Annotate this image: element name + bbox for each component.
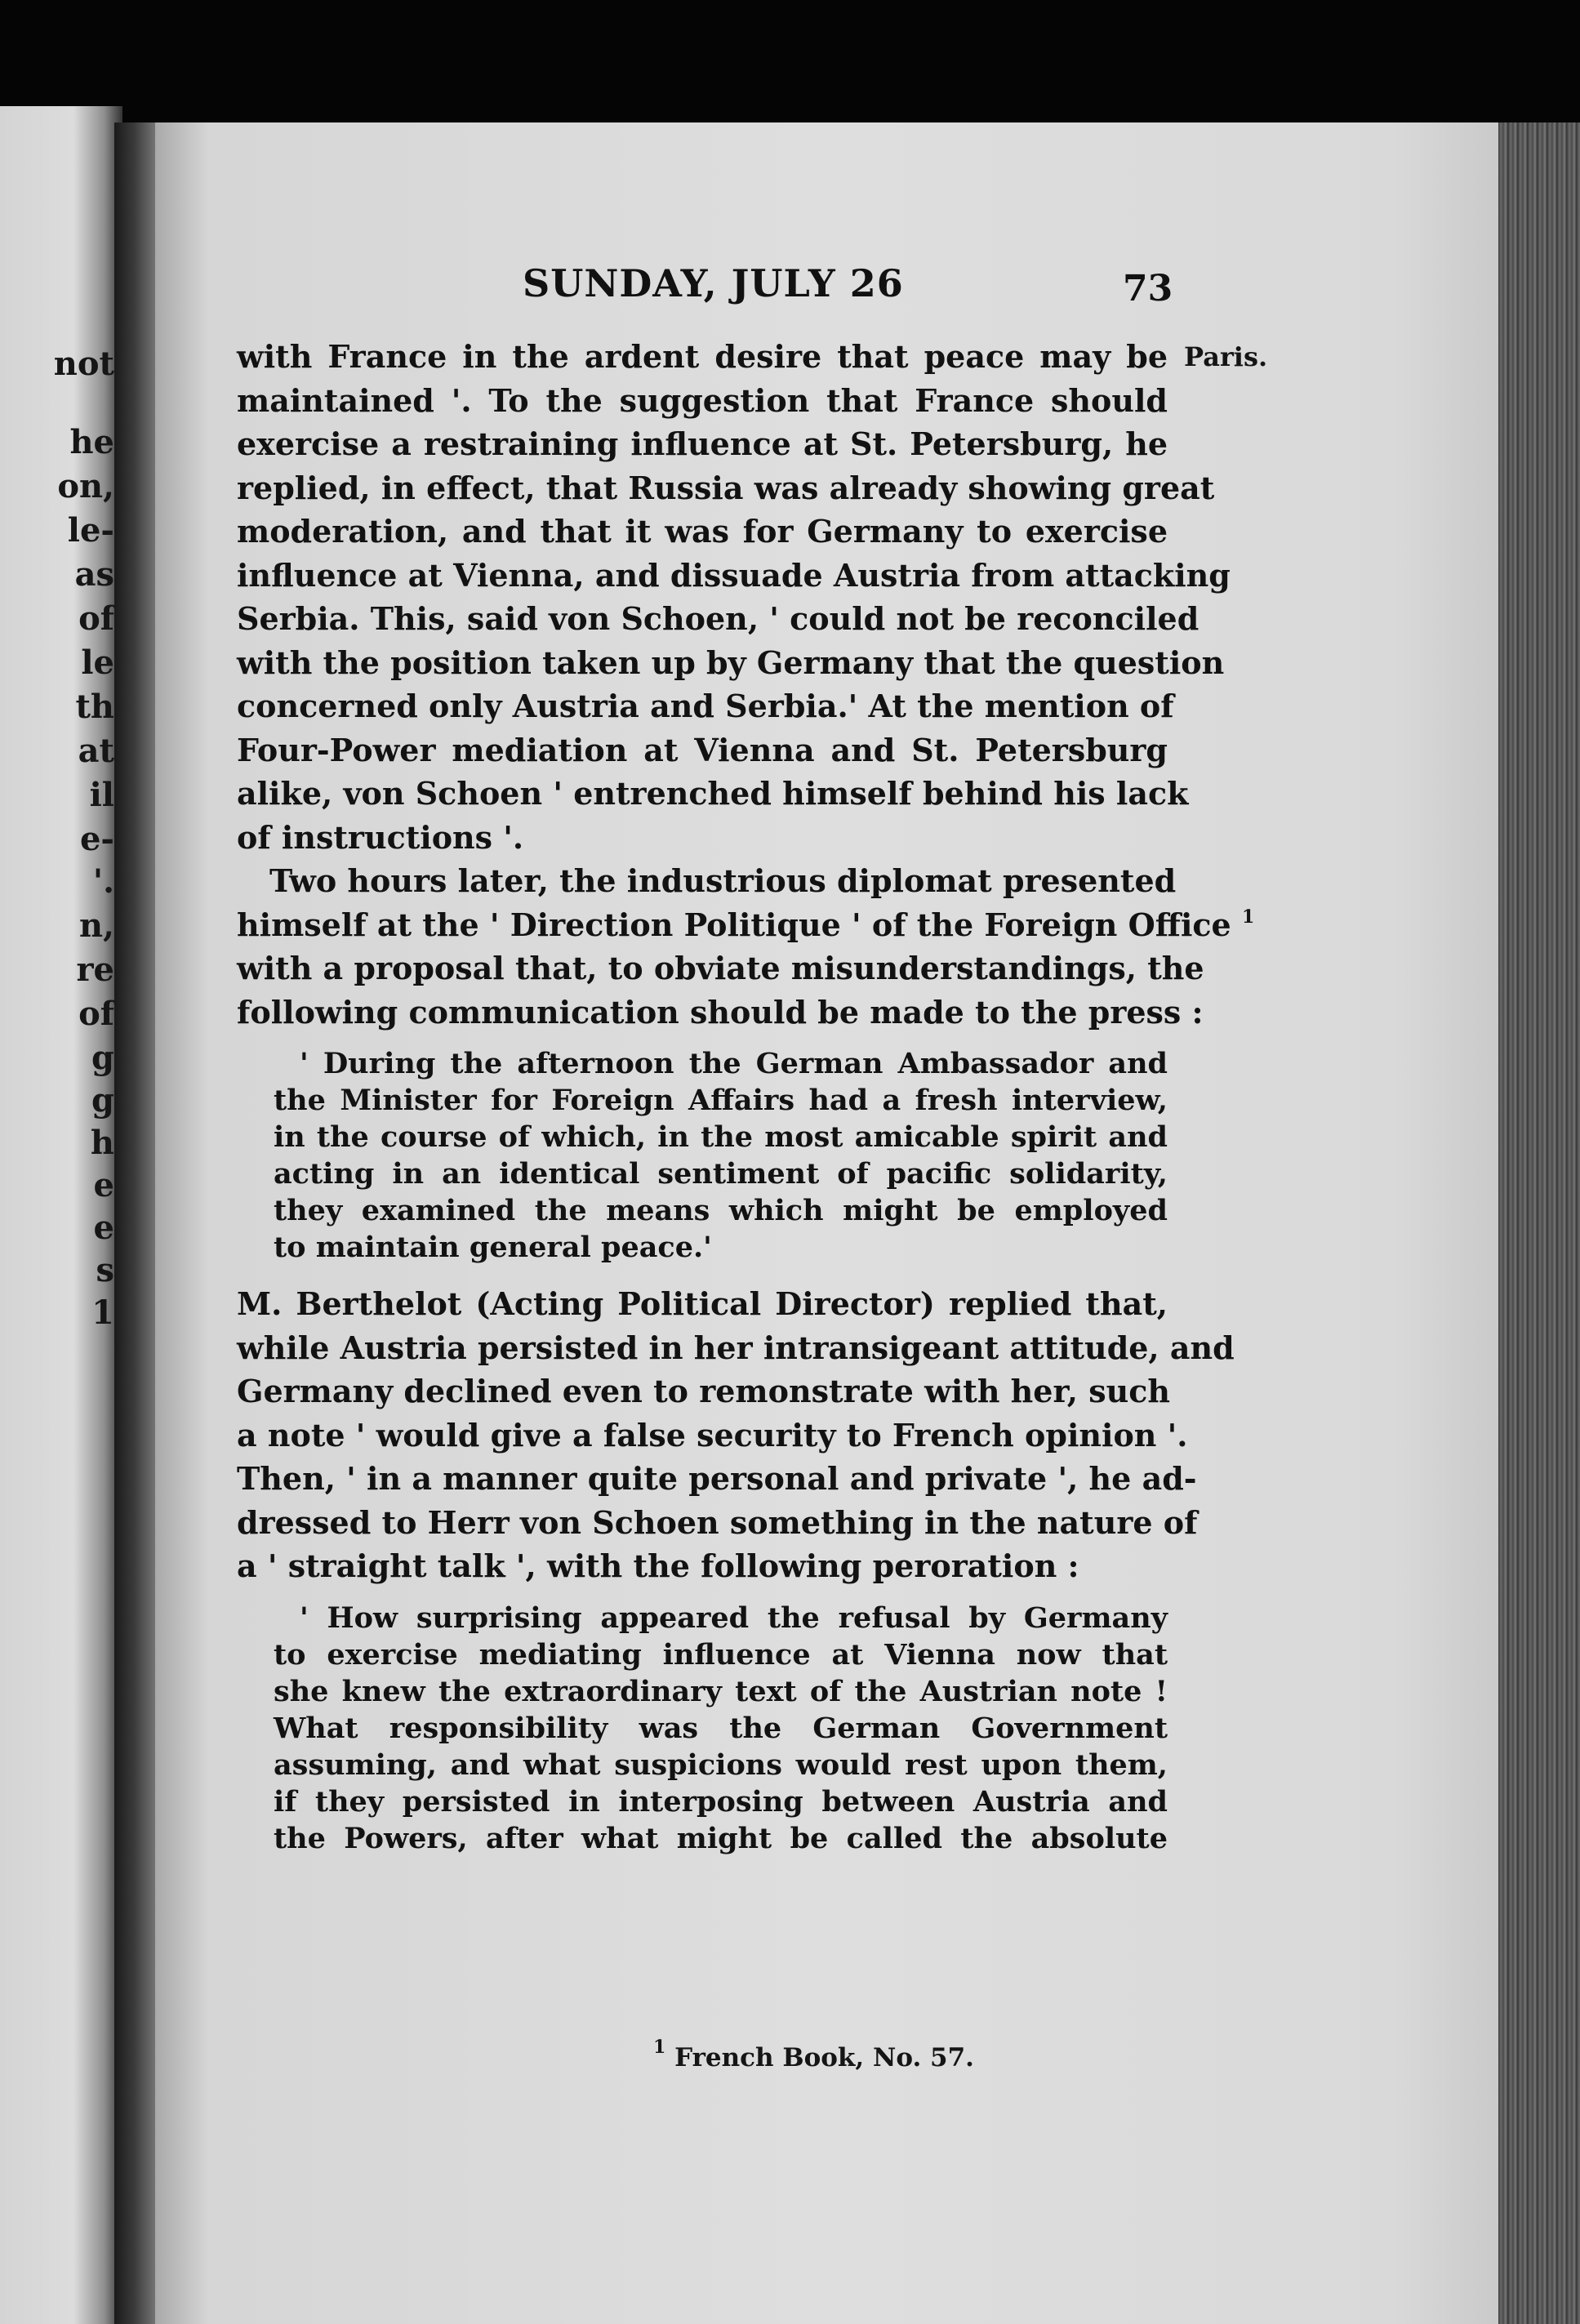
left-fragment: th	[75, 688, 114, 726]
footnote-marker: 1	[653, 2037, 666, 2058]
book-page	[155, 122, 1502, 2324]
paragraph-2	[237, 859, 1255, 1034]
left-fragment: at	[78, 732, 114, 770]
text-line: Two hours later, the industrious diplomat presented	[269, 862, 1177, 899]
quote-line: acting in an identical sentiment of pacific solidarity,	[274, 1157, 1168, 1191]
page-header	[327, 261, 1176, 318]
text-line: moderation, and that it was for Germany to exercise	[237, 513, 1168, 550]
text-line: alike, von Schoen ' entrenched himself behind his lack	[237, 775, 1189, 812]
left-fragment: g	[91, 1081, 114, 1120]
text-line: Then, ' in a manner quite personal and private ', he ad-	[237, 1460, 1197, 1497]
text-line: maintained '. To the suggestion that France should	[237, 381, 1168, 419]
left-fragment: h	[90, 1124, 114, 1162]
block-quote-1	[237, 1045, 1168, 1266]
quote-line: she knew the extraordinary text of the Austrian note !	[274, 1674, 1168, 1708]
left-fragment: le-	[67, 511, 114, 550]
left-fragment: n,	[78, 906, 114, 945]
text-line: Four-Power mediation at Vienna and St. Petersburg	[237, 731, 1168, 768]
text-line: following communication should be made to the press :	[237, 993, 1204, 1031]
text-line: with the position taken up by Germany that the question	[237, 643, 1225, 681]
text-line: concerned only Austria and Serbia.' At the mention of	[237, 688, 1174, 724]
left-fragment: '.	[92, 862, 114, 901]
footnote-reference: 1	[1241, 906, 1255, 928]
left-fragment: s	[96, 1251, 114, 1289]
text-line: Germany declined even to remonstrate with her, such	[237, 1373, 1170, 1409]
text-line: Serbia. This, said von Schoen, ' could not be reconciled	[237, 600, 1199, 637]
quote-line: to maintain general peace.'	[274, 1231, 712, 1264]
footnote-text: French Book, No. 57.	[674, 2043, 974, 2072]
left-fragment: not	[53, 345, 114, 383]
quote-line: they examined the means which might be employed	[274, 1194, 1168, 1227]
text-line: M. Berthelot (Acting Political Director) replied that,	[237, 1285, 1168, 1322]
quote-line: to exercise mediating influence at Vienna now that	[274, 1637, 1168, 1672]
text-line: while Austria persisted in her intransigeant attitude, and	[237, 1329, 1235, 1366]
page-edge-stack	[1498, 122, 1580, 2324]
paragraph-3	[237, 1282, 1235, 1588]
left-fragment: e-	[79, 820, 114, 858]
text-line: dressed to Herr von Schoen something in the nature of	[237, 1503, 1198, 1541]
left-fragment: g	[91, 1039, 114, 1077]
quote-line: What responsibility was the German Government	[274, 1711, 1168, 1745]
left-fragment: il	[89, 776, 114, 814]
quote-line: assuming, and what suspicions would rest upon them,	[274, 1747, 1168, 1782]
left-fragment: as	[74, 555, 114, 594]
footnote	[653, 2037, 974, 2072]
text-line: influence at Vienna, and dissuade Austria from attacking	[237, 556, 1231, 594]
left-fragment: 1	[91, 1293, 114, 1332]
left-fragment: e	[93, 1166, 114, 1204]
quote-line: the Powers, after what might be called the absolute	[274, 1821, 1168, 1855]
running-title: SUNDAY, JULY 26	[523, 261, 904, 305]
left-fragment: on,	[57, 467, 114, 505]
text-line: a ' straight talk ', with the following peroration :	[237, 1547, 1079, 1584]
text-line: of instructions '.	[237, 818, 524, 856]
left-fragment: of	[78, 995, 114, 1033]
quote-line: if they persisted in interposing between Austria and	[274, 1784, 1168, 1819]
text-line: a note ' would give a false security to French opinion '.	[237, 1416, 1188, 1454]
left-fragment: le	[81, 643, 114, 682]
text-line: exercise a restraining influence at St. Petersburg, he	[237, 425, 1168, 462]
quote-line: ' How surprising appeared the refusal by Germany	[300, 1601, 1168, 1635]
text-line: himself at the ' Direction Politique ' of the Foreign Office	[237, 906, 1231, 943]
left-facing-page	[0, 106, 122, 2324]
block-quote-2	[237, 1600, 1168, 1857]
text-line: with a proposal that, to obviate misunderstandings, the	[237, 950, 1204, 986]
page-number: 73	[1123, 268, 1173, 309]
left-fragment: he	[69, 423, 114, 461]
left-fragment: of	[78, 599, 114, 638]
quote-line: ' During the afternoon the German Ambassador and	[300, 1047, 1168, 1080]
text-line-with-footnote	[237, 903, 1255, 947]
text-line: replied, in effect, that Russia was already showing great	[237, 469, 1215, 506]
quote-line: in the course of which, in the most amicable spirit and	[274, 1120, 1168, 1154]
margin-note: Paris.	[1184, 341, 1268, 372]
quote-line: the Minister for Foreign Affairs had a fresh interview,	[274, 1084, 1168, 1117]
text-line: with France in the ardent desire that peace may be	[237, 338, 1168, 375]
left-fragment: e	[93, 1209, 114, 1247]
left-fragment: re	[76, 951, 114, 989]
